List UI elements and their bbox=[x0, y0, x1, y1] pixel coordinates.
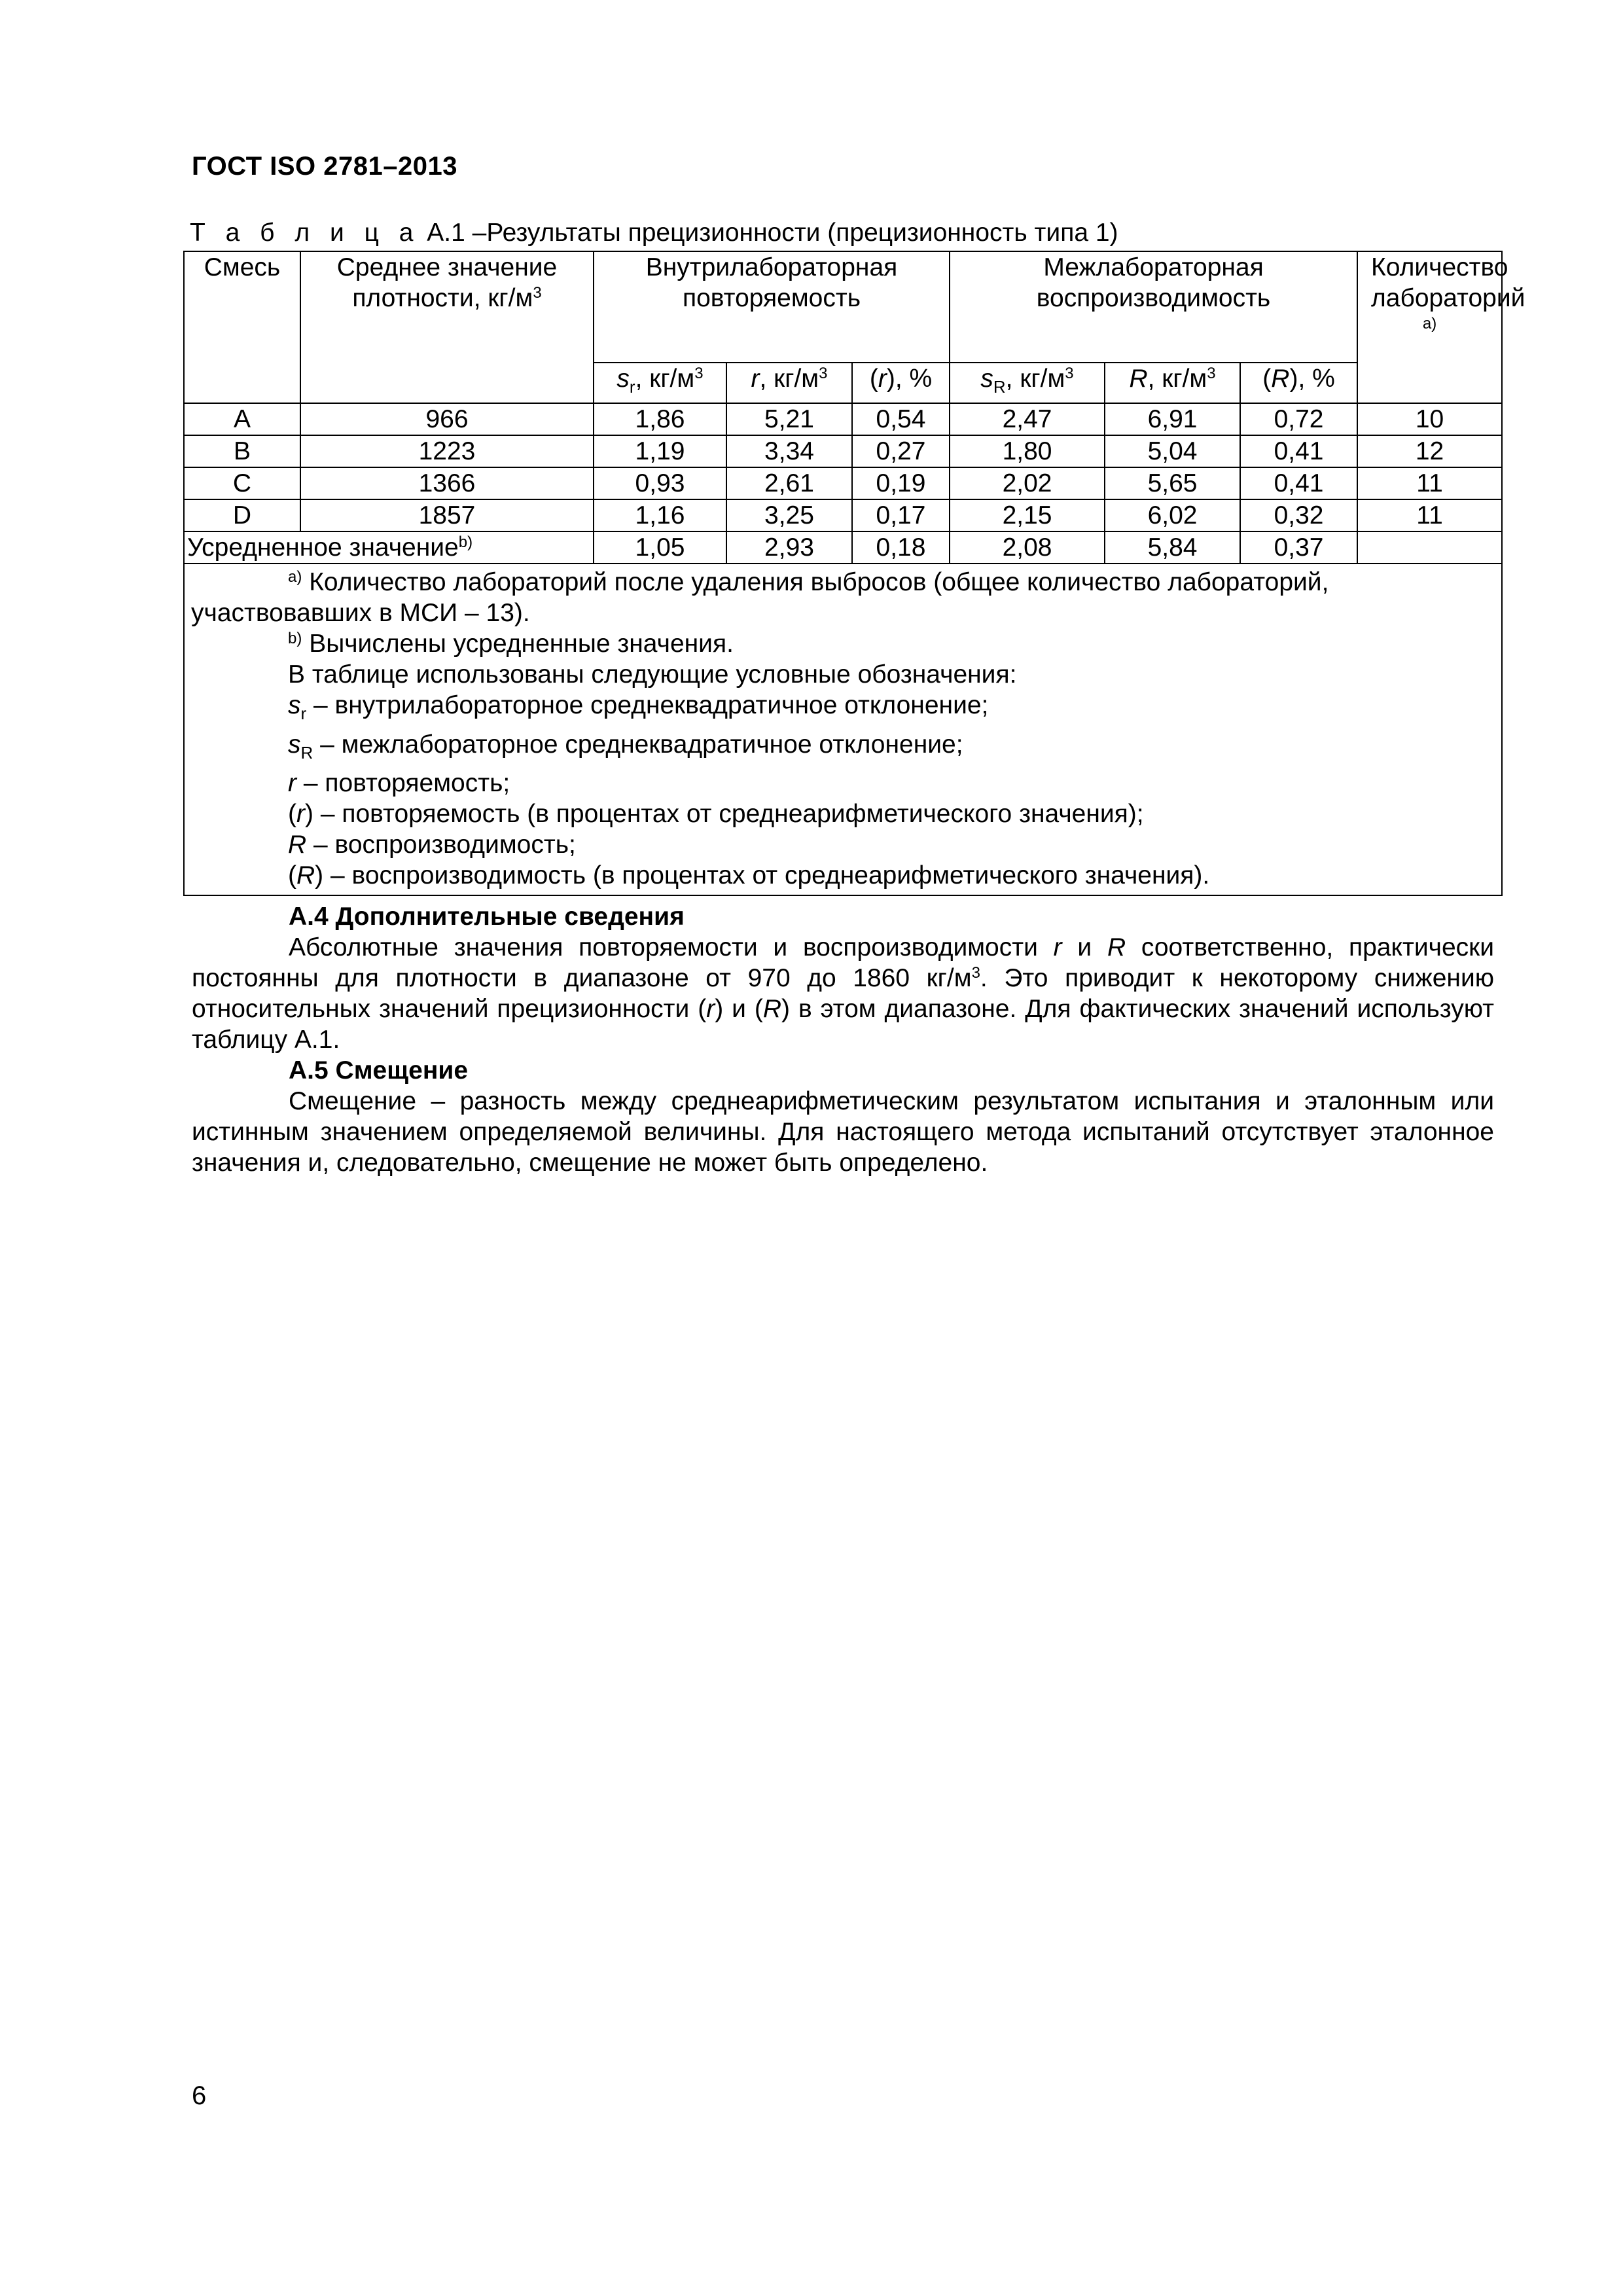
subheader-r-percent: (r), % bbox=[852, 363, 950, 403]
subheader-r: r, $кг/м^3$ bbox=[726, 363, 852, 403]
cell-lab-count: 10 bbox=[1357, 403, 1502, 435]
cell-lab-count: 11 bbox=[1357, 467, 1502, 499]
legend-item: R – воспроизводимость; bbox=[288, 831, 576, 859]
avg-R-percent: 0,37 bbox=[1240, 531, 1357, 564]
section-a4-title: А.4 Дополнительные сведения bbox=[289, 903, 685, 931]
legend-item: $s_r$ – внутрилабораторное среднеквадратичное отклонение; bbox=[288, 691, 989, 723]
legend-item: (R) – воспроизводимость (в процентах от среднеарифметического значения). bbox=[288, 861, 1210, 890]
cell-mean: 1223 bbox=[300, 435, 594, 467]
section-a5-paragraph: Смещение – разность между среднеарифметическим результатом испытания и эталонным или истинным значением определяемой величины. Для настоящего метода испытаний отсутствует эталонное значения и, следовательно, смещение не может быть определено. bbox=[192, 1087, 1494, 1177]
body-text bbox=[192, 901, 1494, 1178]
table-row bbox=[184, 467, 1502, 499]
header-mean-density: Среднее значение плотности, $кг/м^3$ bbox=[300, 251, 594, 403]
section-a5-title: А.5 Смещение bbox=[289, 1056, 469, 1085]
legend-item: r – повторяемость; bbox=[288, 769, 510, 798]
cell-mix: D bbox=[184, 499, 300, 531]
cell-r: 3,34 bbox=[726, 435, 852, 467]
average-label: Усредненное значение$^{b)}$ bbox=[184, 531, 594, 564]
document-header: ГОСТ ISO 2781–2013 bbox=[192, 152, 457, 181]
header-mix: Смесь bbox=[184, 251, 300, 403]
avg-lab-count bbox=[1357, 531, 1502, 564]
avg-R: 5,84 bbox=[1105, 531, 1240, 564]
subheader-sR: $s_R$, $кг/м^3$ bbox=[950, 363, 1105, 403]
cell-lab-count: 12 bbox=[1357, 435, 1502, 467]
note-a: $^{a)}$ Количество лабораторий после удаления выбросов (общее количество лабораторий, участвовавших в МСИ – 13). bbox=[191, 567, 1329, 627]
subheader-R-percent: (R), % bbox=[1240, 363, 1357, 403]
cell-sr: 0,93 bbox=[594, 467, 726, 499]
cell-r: 3,25 bbox=[726, 499, 852, 531]
subheader-sr: $s_r$, $кг/м^3$ bbox=[594, 363, 726, 403]
avg-r-percent: 0,18 bbox=[852, 531, 950, 564]
table-caption-label: Т а б л и ц а bbox=[190, 219, 420, 247]
cell-sR: 2,47 bbox=[950, 403, 1105, 435]
header-lab-count: Количество лабораторий $^{a)}$ bbox=[1357, 251, 1502, 403]
cell-R: 5,04 bbox=[1105, 435, 1240, 467]
cell-R-percent: 0,41 bbox=[1240, 467, 1357, 499]
cell-r-percent: 0,17 bbox=[852, 499, 950, 531]
cell-R: 5,65 bbox=[1105, 467, 1240, 499]
avg-r: 2,93 bbox=[726, 531, 852, 564]
legend-intro: В таблице использованы следующие условные обозначения: bbox=[288, 660, 1017, 689]
table-notes bbox=[184, 564, 1502, 896]
table-caption-text: А.1 –Результаты прецизионности (прецизионность типа 1) bbox=[427, 219, 1118, 247]
table-row bbox=[184, 435, 1502, 467]
cell-mix: A bbox=[184, 403, 300, 435]
cell-sR: 2,15 bbox=[950, 499, 1105, 531]
cell-sR: 1,80 bbox=[950, 435, 1105, 467]
cell-sR: 2,02 bbox=[950, 467, 1105, 499]
cell-lab-count: 11 bbox=[1357, 499, 1502, 531]
cell-sr: 1,16 bbox=[594, 499, 726, 531]
header-reproducibility: Межлабораторная воспроизводимость bbox=[950, 251, 1357, 363]
cell-R: 6,91 bbox=[1105, 403, 1240, 435]
table-caption bbox=[190, 219, 1118, 247]
cell-sr: 1,19 bbox=[594, 435, 726, 467]
legend-item: (r) – повторяемость (в процентах от среднеарифметического значения); bbox=[288, 800, 1144, 829]
cell-R-percent: 0,72 bbox=[1240, 403, 1357, 435]
cell-r: 5,21 bbox=[726, 403, 852, 435]
precision-table bbox=[183, 251, 1525, 896]
cell-mean: 1366 bbox=[300, 467, 594, 499]
avg-sr: 1,05 bbox=[594, 531, 726, 564]
page-number: 6 bbox=[192, 2081, 207, 2110]
legend-item: $s_R$ – межлабораторное среднеквадратичное отклонение; bbox=[288, 730, 963, 762]
section-a4-paragraph: Абсолютные значения повторяемости и воспроизводимости r и R соответственно, практически постоянны для плотности в диапазоне от 970 до 1860 $кг/м^3$. Это приводит к некоторому снижению относительных значений прецизионности (r) и (R) в этом диапазоне. Для фактических значений используют таблицу А.1. bbox=[192, 933, 1495, 1054]
cell-R-percent: 0,41 bbox=[1240, 435, 1357, 467]
table-row bbox=[184, 499, 1502, 531]
cell-R: 6,02 bbox=[1105, 499, 1240, 531]
cell-sr: 1,86 bbox=[594, 403, 726, 435]
average-row bbox=[184, 531, 1502, 564]
cell-mix: B bbox=[184, 435, 300, 467]
subheader-R: R, $кг/м^3$ bbox=[1105, 363, 1240, 403]
cell-r-percent: 0,27 bbox=[852, 435, 950, 467]
note-b: $^{b)}$ Вычислены усредненные значения. bbox=[288, 629, 734, 658]
cell-R-percent: 0,32 bbox=[1240, 499, 1357, 531]
cell-r: 2,61 bbox=[726, 467, 852, 499]
avg-sR: 2,08 bbox=[950, 531, 1105, 564]
header-repeatability: Внутрилабораторная повторяемость bbox=[594, 251, 950, 363]
cell-r-percent: 0,54 bbox=[852, 403, 950, 435]
cell-mean: 1857 bbox=[300, 499, 594, 531]
table-row bbox=[184, 403, 1502, 435]
cell-r-percent: 0,19 bbox=[852, 467, 950, 499]
cell-mean: 966 bbox=[300, 403, 594, 435]
cell-mix: C bbox=[184, 467, 300, 499]
